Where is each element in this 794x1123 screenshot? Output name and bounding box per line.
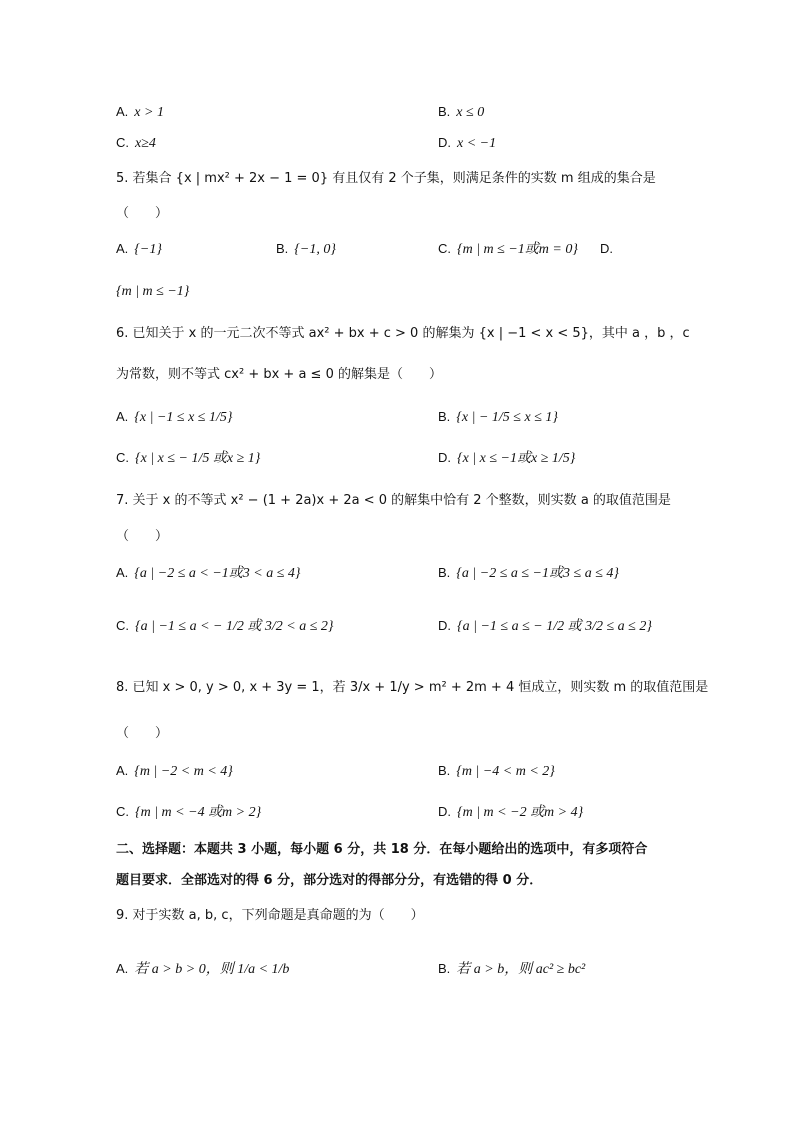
section2-instructions-line2: 题目要求．全部选对的得 6 分，部分选对的得部分分，有选错的得 0 分．	[116, 873, 543, 888]
q8-option-c: C. {m | m < −4 或m > 2}	[116, 804, 262, 820]
section2-instructions-line1: 二、选择题：本题共 3 小题，每小题 6 分，共 18 分．在每小题给出的选项中，有多项符合	[116, 842, 648, 857]
q9-option-a: A. 若 a > b > 0，则 1/a < 1/b	[116, 961, 290, 977]
q6-stem-line1: 6. 已知关于 x 的一元二次不等式 ax² + bx + c > 0 的解集为 {x | −1 < x < 5}，其中 a ，b ，c	[116, 326, 690, 341]
q6-stem-line2: 为常数，则不等式 cx² + bx + a ≤ 0 的解集是（ ）	[116, 367, 442, 382]
q9-option-b: B. 若 a > b，则 ac² ≥ bc²	[438, 961, 586, 977]
q5-option-d-text: {m | m ≤ −1}	[116, 284, 190, 299]
q6-option-a: A. {x | −1 ≤ x ≤ 1/5}	[116, 409, 233, 425]
q7-answer-paren: （ ）	[116, 529, 169, 544]
q5-option-c: C. {m | m ≤ −1或m = 0}	[438, 241, 578, 257]
q4-option-a: A. x > 1	[116, 104, 164, 120]
q6-option-c: C. {x | x ≤ − 1/5 或x ≥ 1}	[116, 450, 261, 466]
q5-option-d: D.	[600, 241, 613, 256]
q4-option-b: B. x ≤ 0	[438, 104, 485, 120]
q6-option-d: D. {x | x ≤ −1或x ≥ 1/5}	[438, 450, 576, 466]
q6-option-b: B. {x | − 1/5 ≤ x ≤ 1}	[438, 409, 558, 425]
q4-option-d: D. x < −1	[438, 135, 497, 151]
q7-option-c: C. {a | −1 ≤ a < − 1/2 或 3/2 < a ≤ 2}	[116, 618, 334, 634]
q7-option-d: D. {a | −1 ≤ a ≤ − 1/2 或 3/2 ≤ a ≤ 2}	[438, 618, 652, 634]
q8-option-b: B. {m | −4 < m < 2}	[438, 763, 555, 779]
q8-answer-paren: （ ）	[116, 726, 169, 741]
q5-option-b: B. {−1, 0}	[276, 241, 336, 257]
q7-stem: 7. 关于 x 的不等式 x² − (1 + 2a)x + 2a < 0 的解集中恰有 2 个整数，则实数 a 的取值范围是	[116, 493, 671, 508]
q5-answer-paren: （ ）	[116, 206, 169, 221]
q7-option-a: A. {a | −2 ≤ a < −1或3 < a ≤ 4}	[116, 565, 301, 581]
q5-option-a: A. {−1}	[116, 241, 162, 257]
q4-option-c: C. x≥4	[116, 135, 156, 151]
q8-option-a: A. {m | −2 < m < 4}	[116, 763, 233, 779]
q7-option-b: B. {a | −2 ≤ a ≤ −1或3 ≤ a ≤ 4}	[438, 565, 619, 581]
q9-stem: 9. 对于实数 a, b, c，下列命题是真命题的为（ ）	[116, 908, 424, 923]
q8-stem: 8. 已知 x > 0, y > 0, x + 3y = 1，若 3/x + 1/y > m² + 2m + 4 恒成立，则实数 m 的取值范围是	[116, 680, 709, 695]
q5-stem: 5. 若集合 {x | mx² + 2x − 1 = 0} 有且仅有 2 个子集，则满足条件的实数 m 组成的集合是	[116, 171, 656, 186]
q8-option-d: D. {m | m < −2 或m > 4}	[438, 804, 584, 820]
